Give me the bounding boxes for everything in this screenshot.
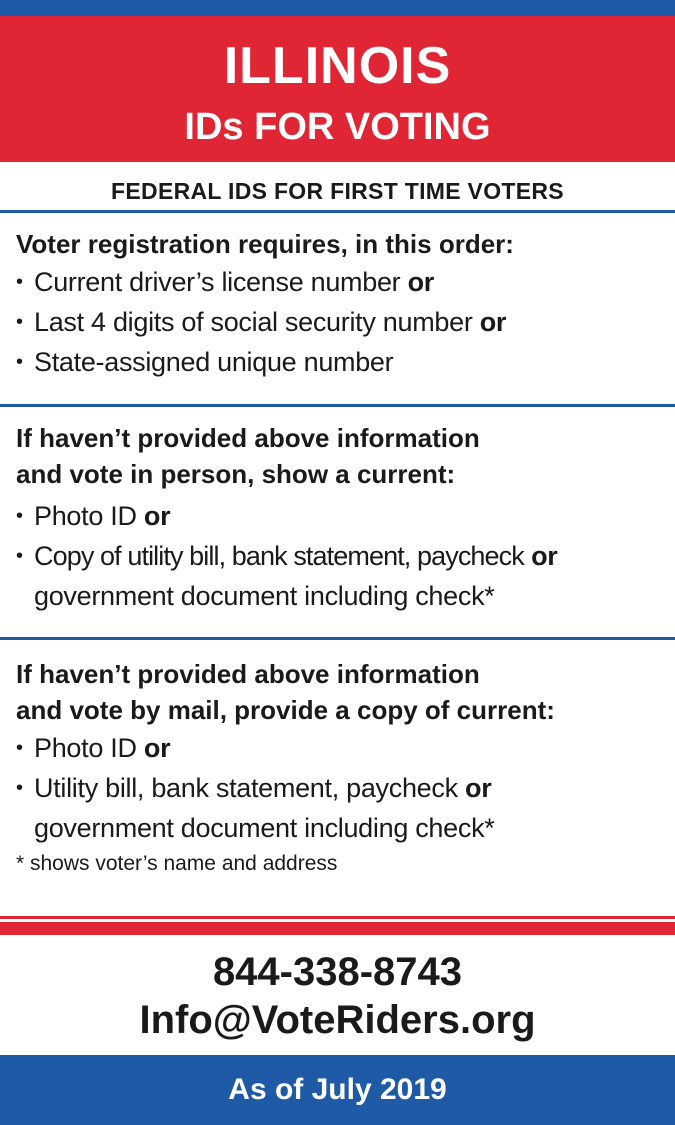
red-divider-thick — [0, 922, 675, 935]
or-keyword: or — [465, 773, 492, 803]
or-keyword: or — [479, 307, 507, 337]
list-item: • Last 4 digits of social security number or — [16, 302, 665, 342]
by-mail-list — [16, 728, 665, 848]
footnote: * shows voter’s name and address — [16, 852, 338, 875]
as-of-date: As of July 2019 — [228, 1073, 447, 1106]
list-item: • Photo ID or — [16, 728, 665, 768]
list-item: • Photo ID or — [16, 496, 665, 536]
in-person-heading-line1: If haven’t provided above information — [16, 423, 480, 453]
footer-band — [0, 1055, 675, 1125]
by-mail-section — [16, 656, 665, 876]
divider-1 — [0, 210, 675, 213]
or-keyword: or — [407, 267, 434, 297]
list-item: • Current driver’s license number or — [16, 262, 665, 302]
divider-3 — [0, 637, 675, 640]
by-mail-heading-line1: If haven’t provided above information — [16, 659, 480, 689]
divider-2 — [0, 404, 675, 407]
list-item: • Utility bill, bank statement, paycheck or government document including check* — [16, 768, 665, 848]
registration-section — [16, 226, 665, 382]
or-keyword: or — [531, 541, 558, 571]
top-blue-band — [0, 0, 675, 16]
or-keyword: or — [143, 501, 171, 531]
or-keyword: or — [143, 733, 171, 763]
in-person-list — [16, 496, 665, 616]
registration-list — [16, 262, 665, 382]
red-divider-thin — [0, 916, 675, 919]
email-address[interactable]: Info@VoteRiders.org — [139, 998, 536, 1042]
page-title: ILLINOIS — [223, 37, 452, 95]
phone-number[interactable]: 844-338-8743 — [212, 950, 463, 994]
page-subtitle: IDs FOR VOTING — [184, 106, 491, 148]
federal-ids-heading: FEDERAL IDS FOR FIRST TIME VOTERS — [111, 178, 564, 204]
by-mail-heading-line2: and vote by mail, provide a copy of current: — [16, 695, 555, 725]
list-item: • State-assigned unique number — [16, 342, 665, 382]
in-person-heading-line2: and vote in person, show a current: — [16, 459, 456, 489]
in-person-section — [16, 420, 665, 616]
header-banner — [0, 16, 675, 162]
list-item: • Copy of utility bill, bank statement, paycheck or government document including check* — [16, 536, 665, 616]
registration-heading: Voter registration requires, in this order: — [16, 229, 514, 259]
